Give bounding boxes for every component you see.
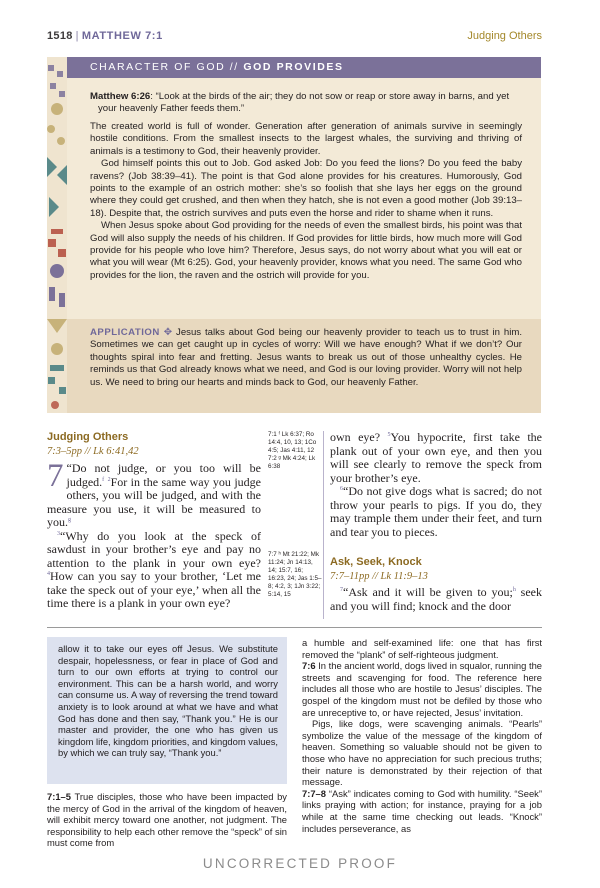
verse-number: 5	[387, 432, 391, 438]
cross-references	[268, 431, 322, 598]
chapter-drop-cap: 7	[47, 458, 64, 494]
verse-7b: seek and you will find; knock and the door	[330, 585, 543, 613]
verse-2: For in the same way you judge others, you will be judged, and with the measure you use, it will be measured to you.	[47, 474, 261, 529]
key-verse-ref: Matthew 6:26	[90, 91, 151, 102]
verse-number: 2	[107, 476, 111, 483]
notes-divider	[47, 627, 542, 628]
running-head-left	[47, 30, 163, 42]
scripture-column-right	[330, 431, 542, 539]
note-verse-ref: 7:1–5	[47, 791, 71, 802]
verse-1: “Do not judge, or you too will be judged.	[66, 461, 261, 489]
proof-footer: UNCORRECTED PROOF	[202, 856, 398, 871]
note-text: True disciples, those who have been impacted by the mercy of God in the arrival of the kingdom of heaven, will exhibit mercy toward one another, not judgment. The responsibility to help each other remove the “speck” of sin must come from	[47, 791, 287, 849]
study-note-left	[47, 791, 287, 849]
note-text: Pigs, like dogs, were scavenging animals. “Pearls” symbolize the value of the message of the kingdom of heaven. Something so valuable should not be given to those who have no appreciation for such precious truths; their nature is demonstrated by their rejection of that message.	[302, 718, 542, 788]
devotional-paragraph: When Jesus spoke about God providing for the needs of even the smallest birds, his point was that God will also supply the needs of his children. If God provides for little birds, how much more will God provide for his people who love him? Therefore, Jesus says, do not worry about what you will eat or what you will wear (Mt 6:25). God, your heavenly provider, knows what you need. The same God who provides for the lion, the raven and the ostrich will provide for you.	[90, 220, 522, 281]
application-label: APPLICATION	[90, 327, 160, 338]
verse-number: 4	[47, 571, 50, 577]
key-verse	[90, 91, 520, 116]
scripture-column-left	[47, 458, 261, 611]
devotional-text	[90, 121, 522, 282]
verse-7-block	[330, 586, 542, 613]
page-number: 1518	[47, 30, 73, 42]
note-verse-ref: 7:7–8	[302, 787, 326, 799]
application-body: Jesus talks about God being our heavenly provider to teach us to trust in him. Sometimes we can get caught up in cycles of worry: Will we have enough? What if we don’t? Our thoughts spiral into fear and fretting. Jesus wants to break us out of those unhealthy cycles. He reminds us that God already knows what we need, and God is our loving provider. Worry will not help us. We need to bring our hearts and minds back to God, our heavenly Father.	[90, 327, 522, 388]
cross-diamond-icon: ✥	[163, 327, 173, 338]
devotional-paragraph: The created world is full of wonder. Generation after generation of animals survive in seemingly hostile conditions. From the smallest insects to the largest whales, the surviving and thriving of animals is a testimony to God, their heavenly provider.	[90, 121, 522, 157]
section-parallel-ref: 7:7–11pp // Lk 11:9–13	[330, 571, 428, 582]
footnote-marker: g	[68, 517, 71, 523]
verse-4: How can you say to your brother, ‘Let me take the speck out of your eye,’ when all the time there is a plank in your own eye?	[47, 569, 261, 610]
verse-number: 3	[57, 530, 60, 537]
cross-reference-block: 7:7 ʰ Mt 21:22; Mk 11:24; Jn 14:13, 14; 15:7, 16; 16:23, 24; Jas 1:5–8; 4:2, 3; 1Jn 3:22; 5:14, 15	[268, 551, 322, 598]
sidebar-title	[67, 57, 541, 78]
verse-5: You hypocrite, first take the plank out of your own eye, and then you will see clearly to remove the speck from your brother’s eye.	[330, 430, 542, 485]
cross-reference-block: 7:1 ᶠ Lk 6:37; Ro 14:4, 10, 13; 1Co 4:5; Jas 4:11, 12 7:2 ᵍ Mk 4:24; Lk 6:38	[268, 431, 317, 470]
section-parallel-ref: 7:3–5pp // Lk 6:41,42	[47, 446, 139, 457]
verse-7a: “Ask and it will be given to you;	[343, 585, 513, 599]
header-separator: |	[75, 30, 79, 42]
note-box-text: allow it to take our eyes off Jesus. We substitute despair, hopelessness, or fear in place of God and turn to our own efforts at trying to control our environment. This can be a harsh world, and worry can consume us. A way of reversing the trend toward anxiety is to look around at what we have and what God has done and then say, “Thank you.” He is our master and provider, the one who has given us kingdom life, kingdom priorities, and kingdom values, by which we can truly say, “Thank you.”	[58, 643, 278, 759]
sidebar-title-prefix: CHARACTER OF GOD //	[90, 61, 244, 73]
column-divider	[323, 431, 324, 619]
verse-3: “Why do you look at the speck of sawdust in your brother’s eye and pay no attention to the plank in your own eye?	[47, 528, 261, 570]
note-text: a humble and self-examined life: one that has first removed the “plank” of self-righteous judgment.	[302, 637, 542, 660]
study-note-right	[302, 637, 542, 834]
key-verse-text: : “Look at the birds of the air; they do not sow or reap or store away in barns, and yet your heavenly Father feeds them.”	[98, 91, 510, 115]
mosaic-pattern-decoration	[47, 57, 67, 413]
note-text: In the ancient world, dogs lived in squalor, running the streets and scavenging for food. The reference here includes all those who are hostile to Jesus’ disciples. The gospel of the kingdom must not be defiled by those who are unreceptive to, or have rejected, Jesus’ invitation.	[302, 660, 542, 718]
running-title: Judging Others	[467, 30, 542, 42]
footnote-marker: h	[512, 587, 516, 593]
book-chapter: MATTHEW 7:1	[81, 30, 163, 42]
verse-number: 7	[340, 587, 343, 593]
note-text: “Ask” indicates coming to God with humility. “Seek” links praying with action; for instance, praying for a job while at the same time checking out leads. “Knock” includes perseverance, as	[302, 787, 542, 834]
section-heading-ask: Ask, Seek, Knock	[330, 556, 422, 568]
application-text	[90, 327, 522, 389]
section-heading-judging: Judging Others	[47, 431, 129, 443]
note-verse-ref: 7:6	[302, 660, 316, 672]
sidebar-title-topic: GOD PROVIDES	[243, 61, 344, 73]
verse-6: “Do not give dogs what is sacred; do not throw your pearls to pigs. If you do, they may trample them under their feet, and turn and tear you to pieces.	[330, 484, 542, 539]
verse-number: 6	[340, 486, 343, 492]
devotional-paragraph: God himself points this out to Job. God asked Job: Do you feed the lions? Do you feed the baby ravens? (Job 38:39–41). The point is that God alone provides for his creatures. Humorously, God points to the example of an ostrich mother: she’s so foolish that she lays her eggs on the ground where they could get crushed, and then when they hatch, she is not even a good mother (Job 39:13–18). Despite that, the ostrich survives and puts even the horse and rider to shame when it runs.	[90, 158, 522, 219]
verse-4-continuation: own eye?	[330, 430, 388, 444]
footnote-marker: f	[102, 476, 105, 483]
